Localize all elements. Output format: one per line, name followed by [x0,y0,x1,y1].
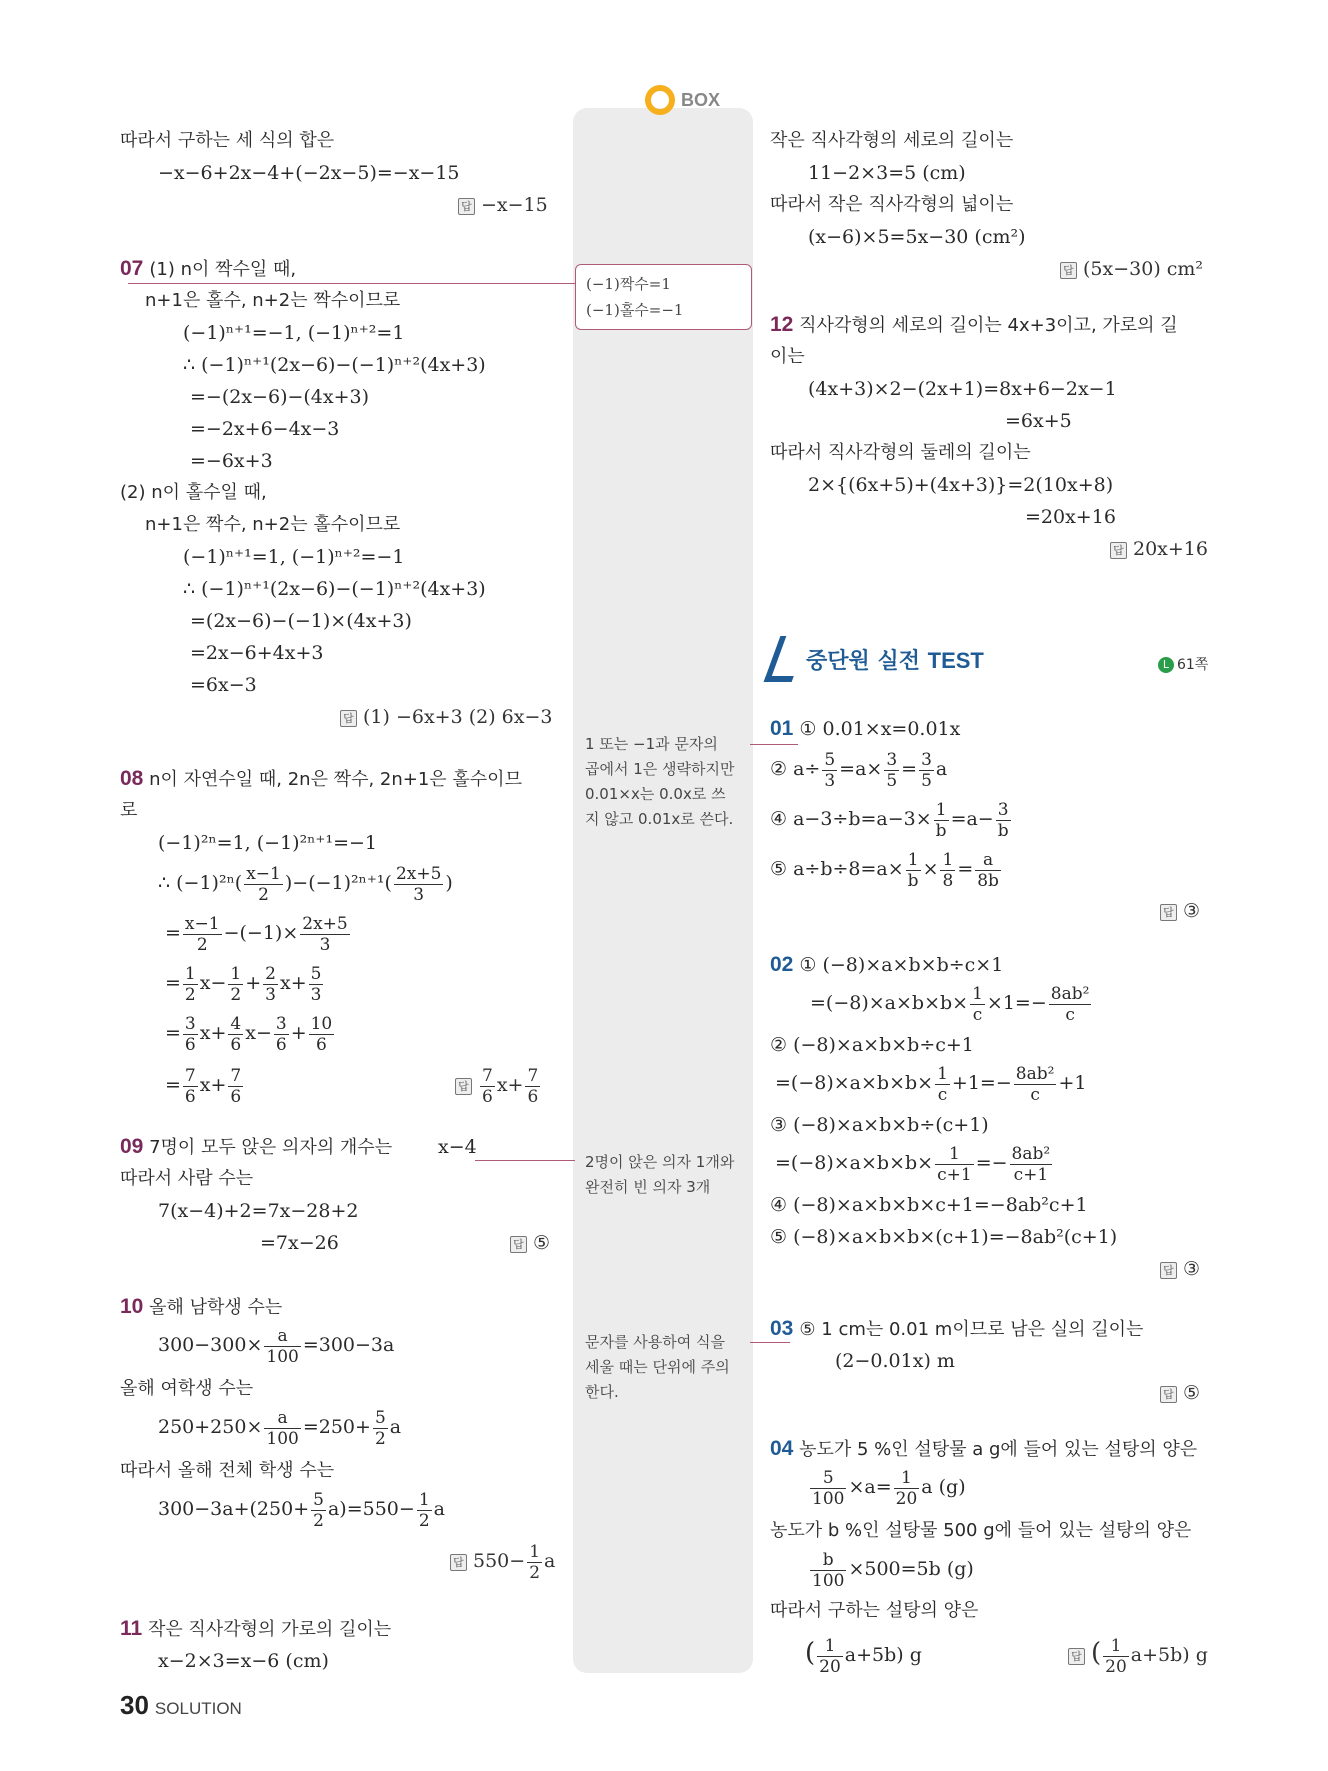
page-footer [120,1690,242,1721]
fraction: $\frac{x-1}{2}$ [184,913,220,955]
right-line-4: (x−6)×5=5x−30 (cm²) [808,226,1026,248]
problem-08-line-7: = $\frac{3}{6}$ x+ $\frac{4}{6}$ x− $\frac{3}{6}$ + $\frac{10}{6}$ [165,1013,333,1055]
note-box-power: (−1)짝수=1 (−1)홀수=−1 [575,264,752,330]
answer-mark-icon: 답 [450,1554,467,1571]
box-logo: BOX [645,85,720,115]
chevron-left-icon [764,636,809,682]
problem-07-line-2: n+1은 홀수, n+2는 짝수이므로 [145,290,401,311]
test-02-line-8: ⑤ (−8)×a×b×b×(c+1)=−8ab²(c+1) [770,1226,1118,1248]
problem-09-line-1: 09 7명이 모두 앉은 의자의 개수는 [120,1135,393,1158]
problem-10-line-5: 따라서 올해 전체 학생 수는 [120,1460,335,1481]
intro-equation: −x−6+2x−4+(−2x−5)=−x−15 [158,162,460,184]
problem-08-line-4: ∴ (−1)²ⁿ( $\frac{x-1}{2}$ )−(−1)²ⁿ⁺¹( $\frac{2x+5}{3}$ ) [158,863,453,905]
test-02-line-7: ④ (−8)×a×b×b×c+1=−8ab²c+1 [770,1194,1088,1216]
problem-number: 01 [770,717,794,740]
test-02-line-2: =(−8)×a×b×b× $\frac{1}{c}$ ×1=− $\frac{\text{8ab²}}{c}$ [810,983,1090,1025]
answer-mark-icon: 답 [340,710,357,727]
test-01-line-2: ② a÷ $\frac{5}{3}$ =a× $\frac{3}{5}$ = $\frac{3}{5}$ a [770,749,948,791]
answer-mark-icon: 답 [1110,542,1127,559]
problem-07-line-14: =6x−3 [190,674,257,696]
problem-11-line-1: 11 작은 직사각형의 가로의 길이는 [120,1617,392,1640]
test-02-answer: 답 ③ [1160,1256,1200,1282]
problem-08-answer: 답 $\frac{7}{6}$ x+ $\frac{7}{6}$ [455,1062,542,1108]
problem-12-answer: 답 20x+16 [1110,536,1208,562]
problem-number: 08 [120,767,144,790]
test-03-answer: 답 ⑤ [1160,1380,1200,1406]
problem-08-line-1: 08 n이 자연수일 때, 2n은 짝수, 2n+1은 홀수이므 [120,767,522,790]
intro-answer: 답 −x−15 [458,192,548,218]
fraction: $\frac{x-1}{2}$ [246,863,281,905]
test-02-line-6: =(−8)×a×b×b× $\frac{1}{c+1}$ =− $\frac{\text{8ab²}}{c+1}$ [775,1143,1051,1185]
page-number: 30 [120,1690,149,1720]
problem-09-line-2: 따라서 사람 수는 [120,1168,254,1189]
problem-12-line-7: =20x+16 [1025,506,1116,528]
problem-08-line-8: = $\frac{7}{6}$ x+ $\frac{7}{6}$ [165,1065,242,1107]
test-01-line-1: 01 ① 0.01×x=0.01x [770,717,961,740]
test-01-line-3: ④ a−3÷b=a−3× $\frac{1}{b}$ =a− $\frac{3}{b}$ [770,799,1009,841]
problem-12-line-2: 이는 [770,346,805,367]
test-04-line-4: $\frac{b}{100}$ ×500=5b (g) [812,1549,974,1591]
problem-11-line-2: x−2×3=x−6 (cm) [158,1650,329,1672]
problem-07-line-9: n+1은 짝수, n+2는 홀수이므로 [145,514,401,535]
test-02-line-1: 02 ① (−8)×a×b×b÷c×1 [770,953,1004,976]
test-03-line-1: 03 ⑤ 1 cm는 0.01 m이므로 남은 실의 길이는 [770,1317,1144,1340]
test-01-line-4: ⑤ a÷b÷8=a× $\frac{1}{b}$ × $\frac{1}{8}$ = $\frac{a}{8b}$ [770,849,999,891]
footer-label: SOLUTION [154,1699,242,1718]
note-03: 문자를 사용하여 식을 세울 때는 단위에 주의 한다. [585,1333,730,1401]
note-leader-line [750,744,798,745]
problem-07-line-12: =(2x−6)−(−1)×(4x+3) [190,610,412,632]
problem-08-line-5: = $\frac{x-1}{2}$ −(−1)× $\frac{2x+5}{3}$ [165,913,348,955]
q-logo-icon [645,85,675,115]
problem-number: 03 [770,1317,794,1340]
note-leader-line [128,283,575,284]
problem-08-line-6: = $\frac{1}{2}$ x− $\frac{1}{2}$ + $\frac{2}{3}$ x+ $\frac{5}{3}$ [165,963,322,1005]
test-04-line-6: ( $\frac{1}{20}$ a+5b) g [805,1635,922,1677]
problem-09-chairs-expr: x−4 [438,1136,477,1158]
problem-07-line-1: 07 (1) n이 짝수일 때, [120,257,297,280]
problem-07-line-8: (2) n이 홀수일 때, [120,482,267,503]
problem-07-line-7: =−6x+3 [190,450,273,472]
problem-07-line-6: =−2x+6−4x−3 [190,418,340,440]
problem-number: 02 [770,953,794,976]
problem-07-line-3: (−1)ⁿ⁺¹=−1, (−1)ⁿ⁺²=1 [183,322,405,344]
test-02-line-3: ② (−8)×a×b×b÷c+1 [770,1034,974,1056]
problem-12-line-3: (4x+3)×2−(2x+1)=8x+6−2x−1 [808,378,1117,400]
answer-mark-icon: 답 [1160,1386,1177,1403]
test-03-line-2: (2−0.01x) m [835,1350,955,1372]
problem-number: 11 [120,1617,143,1640]
problem-number: 09 [120,1135,144,1158]
test-04-line-2: $\frac{5}{100}$ ×a= $\frac{1}{20}$ a (g) [812,1467,966,1509]
section-header-test: 중단원 실전 TEST [772,636,984,682]
problem-07-line-4: ∴ (−1)ⁿ⁺¹(2x−6)−(−1)ⁿ⁺²(4x+3) [183,354,486,376]
test-02-line-4: =(−8)×a×b×b× $\frac{1}{c}$ +1=− $\frac{\text{8ab²}}{c}$ +1 [775,1063,1087,1105]
problem-10-answer: 답 550− $\frac{1}{2}$ a [450,1538,555,1584]
problem-12-line-6: 2×{(6x+5)+(4x+3)}=2(10x+8) [808,474,1114,496]
right-answer-11: 답 (5x−30) cm² [1060,256,1203,282]
test-01-answer: 답 ③ [1160,898,1200,924]
page-marker-icon: L [1158,657,1174,673]
problem-10-line-3: 올해 여학생 수는 [120,1378,254,1399]
problem-09-line-3: 7(x−4)+2=7x−28+2 [158,1200,359,1222]
answer-mark-icon: 답 [510,1236,527,1253]
test-04-line-3: 농도가 b %인 설탕물 500 g에 들어 있는 설탕의 양은 [770,1520,1192,1541]
test-02-line-5: ③ (−8)×a×b×b÷(c+1) [770,1114,989,1136]
right-line-2: 11−2×3=5 (cm) [808,162,966,184]
problem-10-line-6: 300−3a+(250+ $\frac{5}{2}$ a)=550− $\frac{1}{2}$ a [158,1489,445,1531]
note-01: 1 또는 −1과 문자의 곱에서 1은 생략하지만 0.01×x는 0.0x로 쓰 지 않고 0.01x로 쓴다. [585,735,735,828]
problem-09-answer: 답 ⑤ [510,1230,550,1256]
problem-07-line-13: =2x−6+4x+3 [190,642,324,664]
right-line-1: 작은 직사각형의 세로의 길이는 [770,130,1014,151]
problem-number: 04 [770,1437,794,1460]
answer-mark-icon: 답 [1160,1262,1177,1279]
problem-10-line-2: 300−300× $\frac{a}{100}$ =300−3a [158,1325,395,1367]
problem-12-line-4: =6x+5 [1005,410,1072,432]
fraction: $\frac{2x+5}{3}$ [302,913,348,955]
problem-07-line-10: (−1)ⁿ⁺¹=1, (−1)ⁿ⁺²=−1 [183,546,405,568]
answer-mark-icon: 답 [1068,1648,1085,1665]
problem-12-line-1: 12 직사각형의 세로의 길이는 4x+3이고, 가로의 길 [770,313,1178,336]
problem-number: 10 [120,1295,144,1318]
problem-08-line-2: 로 [120,800,138,821]
note-leader-line [475,1160,575,1161]
fraction: $\frac{2x+5}{3}$ [395,863,442,905]
intro-text: 따라서 구하는 세 식의 합은 [120,130,335,151]
right-line-3: 따라서 작은 직사각형의 넓이는 [770,194,1014,215]
test-04-line-5: 따라서 구하는 설탕의 양은 [770,1600,979,1621]
page-reference: L 61쪽 [1158,654,1208,674]
answer-mark-icon: 답 [1160,904,1177,921]
test-04-answer: 답 ( $\frac{1}{20}$ a+5b) g [1068,1630,1208,1678]
problem-07-answer: 답 (1) −6x+3 (2) 6x−3 [340,704,553,730]
problem-number: 07 [120,257,144,280]
problem-07-line-5: =−(2x−6)−(4x+3) [190,386,370,408]
note-09: 2명이 앉은 의자 1개와 완전히 빈 의자 3개 [585,1153,735,1196]
problem-10-line-4: 250+250× $\frac{a}{100}$ =250+ $\frac{5}{2}$ a [158,1407,402,1449]
problem-number: 12 [770,313,794,336]
test-04-line-1: 04 농도가 5 %인 설탕물 a g에 들어 있는 설탕의 양은 [770,1437,1198,1460]
problem-10-line-1: 10 올해 남학생 수는 [120,1295,283,1318]
problem-12-line-5: 따라서 직사각형의 둘레의 길이는 [770,442,1031,463]
answer-mark-icon: 답 [458,198,475,215]
answer-mark-icon: 답 [455,1078,472,1095]
side-notes-strip [573,108,753,1673]
problem-08-line-3: (−1)²ⁿ=1, (−1)²ⁿ⁺¹=−1 [158,832,378,854]
problem-07-line-11: ∴ (−1)ⁿ⁺¹(2x−6)−(−1)ⁿ⁺²(4x+3) [183,578,486,600]
answer-mark-icon: 답 [1060,262,1077,279]
problem-09-line-4: =7x−26 [260,1232,339,1254]
